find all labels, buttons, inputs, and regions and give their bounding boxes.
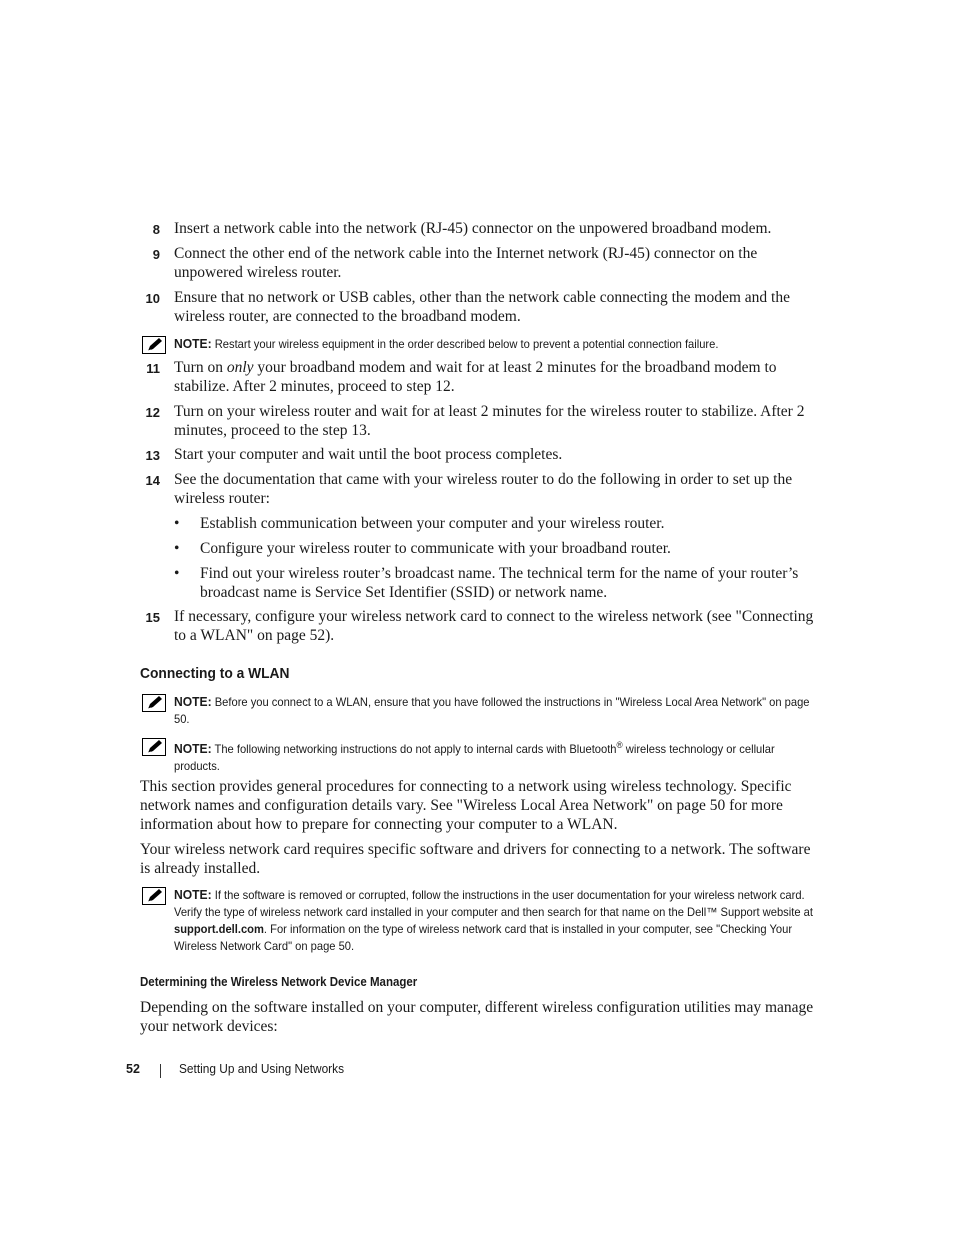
step-number: 10 — [145, 291, 160, 306]
note-label: NOTE: — [174, 741, 212, 756]
registered-mark: ® — [616, 740, 623, 750]
step-text: Start your computer and wait until the boot process completes. — [174, 446, 563, 463]
bullet-item — [174, 564, 814, 602]
page-number: 52 — [126, 1062, 140, 1076]
note-label: NOTE: — [174, 694, 212, 709]
step-number: 14 — [145, 473, 160, 488]
note-text: Before you connect to a WLAN, ensure that you have followed the instructions in "Wireless Local Area Network" on page 50. — [174, 695, 810, 726]
step-14 — [140, 470, 815, 508]
step-number: 8 — [152, 222, 160, 237]
body-paragraph: Your wireless network card requires specific software and drivers for connecting to a network. The software is already installed. — [140, 841, 811, 877]
note-label: NOTE: — [174, 336, 212, 351]
step-number: 12 — [145, 405, 160, 420]
note-text-cont: wireless technology or cellular products. — [174, 742, 775, 773]
note-label: NOTE: — [174, 887, 212, 902]
bullet-icon: • — [174, 565, 180, 582]
footer-divider — [160, 1064, 161, 1078]
step-11 — [140, 358, 815, 396]
step-text: If necessary, configure your wireless network card to connect to the wireless network (see "Connecting to a WLAN" on page 52). — [174, 608, 814, 644]
bullet-text: Find out your wireless router’s broadcast name. The technical term for the name of your router’s broadcast name is Service Set Identifier (SSID) or network name. — [200, 565, 799, 601]
note-before-connect — [140, 693, 815, 728]
step-13 — [140, 445, 815, 464]
step-15 — [140, 607, 815, 645]
step-9 — [140, 244, 815, 282]
note-pencil-icon — [142, 887, 166, 905]
bullet-item — [174, 539, 814, 558]
subsection-heading: Determining the Wireless Network Device Manager — [140, 975, 418, 989]
note-text: The following networking instructions do not apply to internal cards with Bluetooth — [214, 742, 617, 756]
chapter-title: Setting Up and Using Networks — [179, 1062, 345, 1076]
note-restart — [140, 335, 815, 353]
support-link[interactable]: support.dell.com — [174, 922, 264, 936]
note-bluetooth — [140, 737, 815, 775]
step-10 — [140, 288, 815, 326]
bullet-icon: • — [174, 515, 180, 532]
page-footer — [126, 1062, 345, 1076]
step-text-emphasis: only — [226, 359, 254, 376]
step-number: 11 — [146, 361, 160, 376]
step-text: Connect the other end of the network cable into the Internet network (RJ-45) connector on the unpowered wireless router. — [174, 245, 758, 281]
step-text: Insert a network cable into the network (RJ-45) connector on the unpowered broadband modem. — [174, 220, 772, 237]
step-number: 15 — [145, 610, 160, 625]
bullet-item — [174, 514, 814, 533]
step-number: 13 — [145, 448, 160, 463]
step-text: Ensure that no network or USB cables, other than the network cable connecting the modem and the wireless router, are connected to the broadband modem. — [174, 289, 790, 325]
body-paragraph: Depending on the software installed on your computer, different wireless configuration utilities may manage your network devices: — [140, 999, 814, 1035]
step-12 — [140, 402, 815, 440]
bullet-text: Establish communication between your computer and your wireless router. — [200, 515, 665, 532]
step-text: See the documentation that came with your wireless router to do the following in order to set up the wireless router: — [174, 471, 793, 507]
bullet-text: Configure your wireless router to communicate with your broadband router. — [200, 540, 671, 557]
note-pencil-icon — [142, 336, 166, 354]
step-8 — [140, 219, 815, 238]
section-heading: Connecting to a WLAN — [140, 665, 290, 682]
step-number: 9 — [152, 247, 160, 262]
note-text-cont: . For information on the type of wireless network card that is installed in your computer, see "Checking Your Wireless Network Card" on page 50. — [174, 922, 793, 953]
step-text: Turn on your wireless router and wait for at least 2 minutes for the wireless router to stabilize. After 2 minutes, proceed to the step 13. — [174, 403, 805, 439]
note-pencil-icon — [142, 738, 166, 756]
note-software — [140, 886, 815, 955]
step-text-pre: Turn on — [174, 359, 227, 376]
body-paragraph: This section provides general procedures for connecting to a network using wireless technology. Specific network names and configuration details vary. See "Wireless Local Area Network" on page 50 for more information about how to prepare for connecting your computer to a WLAN. — [140, 778, 792, 833]
step-text-post: your broadband modem and wait for at least 2 minutes for the broadband modem to stabilize. After 2 minutes, proceed to step 12. — [174, 359, 777, 395]
note-text: If the software is removed or corrupted, follow the instructions in the user documentation for your wireless network card. Verify the type of wireless network card installed in your computer and then search for that name on the Dell™ Support website at — [174, 888, 813, 919]
bullet-icon: • — [174, 540, 180, 557]
note-pencil-icon — [142, 694, 166, 712]
note-text: Restart your wireless equipment in the order described below to prevent a potential connection failure. — [214, 337, 719, 351]
